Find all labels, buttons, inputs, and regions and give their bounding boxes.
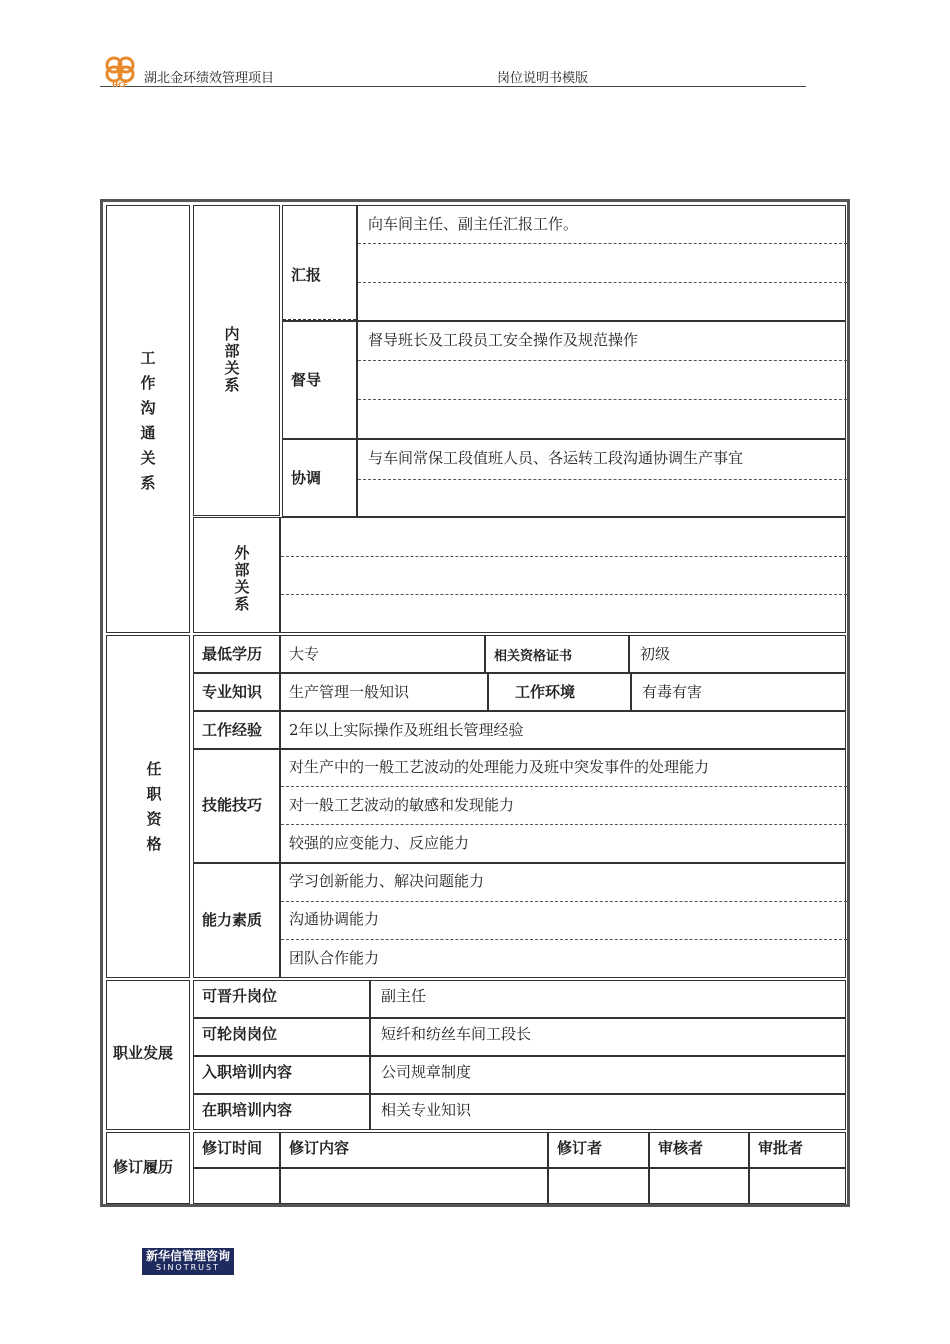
cert-label-cell: [485, 635, 629, 673]
revision-title: 修订履历: [113, 1158, 174, 1176]
revision-cell: [649, 1168, 749, 1204]
internal-relations-cell: [193, 205, 280, 516]
ability-values-cell: [280, 863, 846, 978]
cert-value-cell: [629, 635, 846, 673]
coordinate-label-cell: [282, 439, 357, 517]
skills-label-cell: [193, 749, 280, 863]
ontrain-label-cell: [193, 1094, 370, 1130]
qualifications-title-cell: [106, 635, 190, 978]
revision-header-approver: 审批者: [758, 1139, 804, 1157]
rotate-label: 可轮岗岗位: [202, 1025, 278, 1043]
report-label: 汇报: [291, 266, 322, 284]
report-label-cell: [282, 205, 357, 321]
job-description-table: [100, 199, 850, 1207]
report-text: 向车间主任、副主任汇报工作。: [368, 215, 579, 233]
experience-value-cell: [280, 711, 846, 749]
cert-value: 初级: [640, 645, 671, 663]
min-edu-label-cell: [193, 635, 280, 673]
knowledge-value: 生产管理一般知识: [289, 683, 410, 701]
experience-label-cell: [193, 711, 280, 749]
ability-item: 团队合作能力: [289, 949, 380, 967]
qualifications-title: 任 职 资 格: [146, 760, 162, 853]
knowledge-value-cell: [280, 673, 488, 711]
rotate-value: 短纤和纺丝车间工段长: [381, 1025, 532, 1043]
rotate-label-cell: [193, 1018, 370, 1056]
env-value-cell: [631, 673, 846, 711]
career-title-cell: [106, 980, 190, 1130]
min-edu-value-cell: [280, 635, 485, 673]
external-relations-label: 外 部 关 系: [234, 544, 250, 613]
revision-header-cell: [280, 1132, 548, 1168]
ontrain-value: 相关专业知识: [381, 1101, 472, 1119]
env-label: 工作环境: [515, 683, 576, 701]
revision-header-reviser: 修订者: [557, 1139, 603, 1157]
rotate-value-cell: [370, 1018, 846, 1056]
revision-header-cell: [193, 1132, 280, 1168]
ability-item: 沟通协调能力: [289, 910, 380, 928]
ability-label: 能力素质: [202, 911, 263, 929]
supervise-text-cell: [357, 321, 846, 439]
env-label-cell: [488, 673, 631, 711]
knowledge-label-cell: [193, 673, 280, 711]
ability-item: 学习创新能力、解决问题能力: [289, 872, 485, 890]
onboard-label: 入职培训内容: [202, 1063, 293, 1081]
revision-header-reviewer: 审核者: [658, 1139, 704, 1157]
min-edu-label: 最低学历: [202, 645, 263, 663]
skill-item: 较强的应变能力、反应能力: [289, 834, 470, 852]
cert-label: 相关资格证书: [494, 649, 573, 664]
skills-label: 技能技巧: [202, 796, 263, 814]
external-relations-cell: [193, 517, 280, 633]
revision-header-cell: [548, 1132, 649, 1168]
revision-header-cell: [749, 1132, 846, 1168]
experience-value: 2年以上实际操作及班组长管理经验: [289, 721, 524, 739]
revision-title-cell: [106, 1132, 190, 1204]
coordinate-text-cell: [357, 439, 846, 517]
project-name: 湖北金环绩效管理项目: [144, 71, 275, 86]
work-comm-title: 工 作 沟 通 关 系: [140, 349, 156, 492]
min-edu-value: 大专: [289, 645, 320, 663]
coordinate-text: 与车间常保工段值班人员、各运转工段沟通协调生产事宜: [368, 449, 744, 467]
page-header: [100, 54, 806, 87]
revision-header-cell: [649, 1132, 749, 1168]
skill-item: 对生产中的一般工艺波动的处理能力及班中突发事件的处理能力: [289, 758, 710, 776]
revision-cell: [548, 1168, 649, 1204]
onboard-label-cell: [193, 1056, 370, 1094]
revision-header-content: 修订内容: [289, 1139, 350, 1157]
env-value: 有毒有害: [642, 683, 703, 701]
promote-value: 副主任: [381, 987, 427, 1005]
revision-cell: [193, 1168, 280, 1204]
promote-value-cell: [370, 980, 846, 1018]
promote-label: 可晋升岗位: [202, 987, 278, 1005]
supervise-text: 督导班长及工段员工安全操作及规范操作: [368, 331, 639, 349]
ability-label-cell: [193, 863, 280, 978]
external-relations-content: [280, 517, 846, 633]
supervise-label: 督导: [291, 371, 322, 389]
report-text-cell: [357, 205, 846, 321]
revision-cell: [280, 1168, 548, 1204]
doc-title: 岗位说明书模版: [497, 71, 589, 86]
footer-logo-line2: SINOTRUST: [156, 1263, 220, 1272]
logo-text: HCF: [112, 81, 128, 88]
knowledge-label: 专业知识: [202, 683, 263, 701]
footer-logo-line1: 新华信管理咨询: [145, 1249, 230, 1263]
ontrain-label: 在职培训内容: [202, 1101, 293, 1119]
skill-item: 对一般工艺波动的敏感和发现能力: [289, 796, 515, 814]
sinotrust-logo: [142, 1248, 234, 1275]
career-title: 职业发展: [113, 1044, 174, 1062]
onboard-value-cell: [370, 1056, 846, 1094]
onboard-value: 公司规章制度: [381, 1063, 472, 1081]
supervise-label-cell: [282, 321, 357, 439]
ontrain-value-cell: [370, 1094, 846, 1130]
internal-relations-label: 内 部 关 系: [224, 325, 240, 394]
coordinate-label: 协调: [291, 469, 322, 487]
experience-label: 工作经验: [202, 721, 263, 739]
skills-values-cell: [280, 749, 846, 863]
revision-header-time: 修订时间: [202, 1139, 263, 1157]
revision-cell: [749, 1168, 846, 1204]
promote-label-cell: [193, 980, 370, 1018]
work-comm-title-cell: [106, 205, 190, 633]
hcf-logo-icon: [100, 54, 140, 88]
